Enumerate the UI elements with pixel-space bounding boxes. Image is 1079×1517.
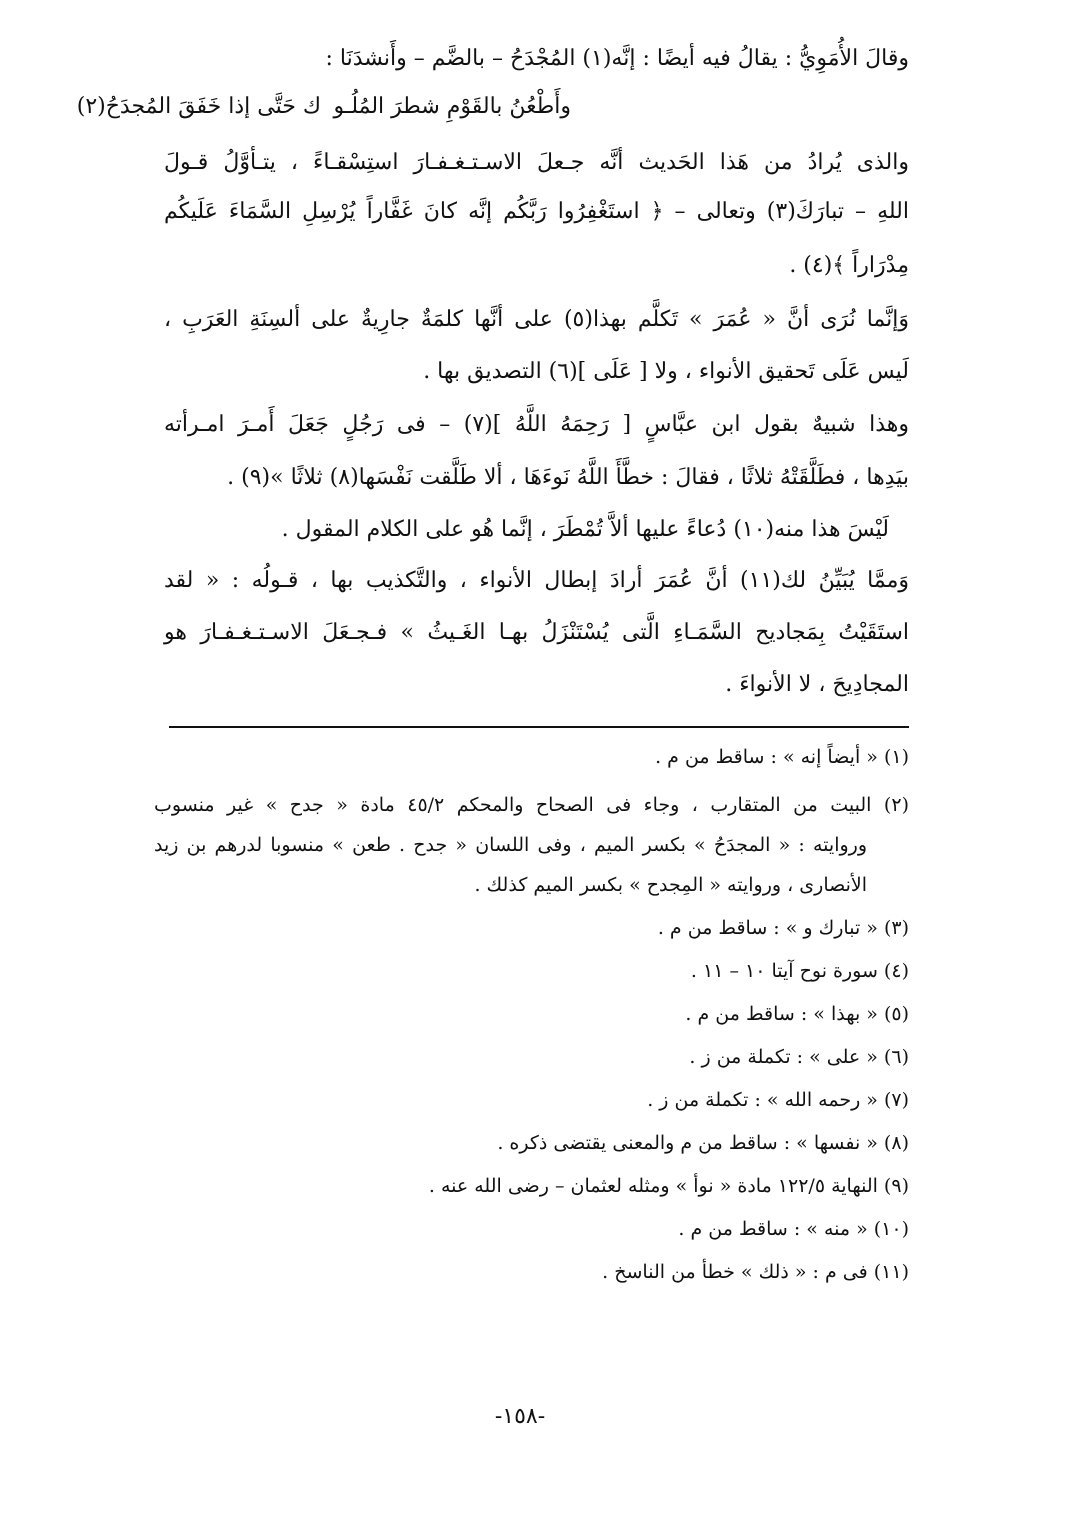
footnote-6: (٦) « على » : تكملة من ز .	[689, 1046, 909, 1068]
footnote-2-continuation: الأنصارى ، وروايته « المِجدح » بكسر الميم كذلك .	[474, 874, 867, 896]
footnote-11: (١١) فى م : « ذلك » خطأ من الناسخ .	[602, 1261, 909, 1283]
footnote-divider	[169, 726, 909, 728]
text-line: والذى يُرادُ من هَذا الحَديث أنَّه جـعلَ الاسـتـغـفـارَ استِسْقـاءً ، يتـأوَّلُ قـولَ	[164, 150, 909, 175]
footnote-4: (٤) سورة نوح آيتا ١٠ – ١١ .	[690, 960, 909, 982]
footnote-2-continuation: وروايته : « المجدَحُ » بكسر الميم ، وفى اللسان « جدح . طعن » منسوبا لدرهم بن زيد	[154, 834, 867, 856]
footnote-8: (٨) « نفسها » : ساقط من م والمعنى يقتضى ذكره .	[497, 1132, 909, 1154]
footnote-2: (٢) البيت من المتقارب ، وجاء فى الصحاح والمحكم ٤٥/٢ مادة « جدح » غير منسوب	[154, 794, 909, 816]
verse-first-hemistich: وأَطْعُنُ بالقَوْمِ شطرَ المُلُـو	[333, 94, 571, 119]
text-line: وهذا شبيهٌ بقول ابن عبَّاسٍ [ رَحِمَهُ اللَّهُ ](٧) – فى رَجُلٍ جَعَلَ أَمـرَ امـرأته	[164, 412, 910, 437]
text-line: بيَدِها ، فطَلَّقَتْهُ ثلاثًا ، فقالَ : خطَّأَ اللَّهُ نَوءَهَا ، ألا طَلَّقت نَفْسَها(٨) ثلاثًا »(٩) .	[227, 465, 909, 490]
text-line: اللهِ – تبارَكَ(٣) وتعالى – ﴿ استَغْفِرُوا رَبَّكُم إنَّه كانَ غَفَّاراً يُرْسِلِ السَّمَاءَ عَلَيكُم	[164, 199, 909, 224]
text-line: استَقَيْتُ بِمَجاديح السَّمَـاءِ الَّتى يُسْتَنْزَلُ بهـا الغَـيثُ » فـجـعَلَ الاسـتـغـفـارَ هو	[164, 620, 909, 645]
footnote-3: (٣) « تبارك و » : ساقط من م .	[657, 917, 909, 939]
footnote-5: (٥) « بهذا » : ساقط من م .	[685, 1003, 909, 1025]
text-line: وَإنَّما نُرَى أنَّ « عُمَرَ » تَكلَّم بهذا(٥) على أنَّها كلمَةٌ جارِيةٌ على ألسِنَةِ العَرَبِ ،	[164, 307, 909, 332]
footnote-1: (١) « أيضاً إنه » : ساقط من م .	[655, 746, 909, 768]
text-line: وقالَ الأُمَوِيُّ : يقالُ فيه أيضًا : إنَّه(١) المُجْدَحُ – بالضَّم – وأَنشدَنَا :	[325, 46, 909, 71]
page-number: -١٥٨-	[494, 1404, 546, 1429]
verse-second-hemistich: ك حَتَّى إذا خَفَقَ المُجدَحُ(٢)	[76, 94, 321, 119]
text-line: المجادِيحَ ، لا الأنواءَ .	[725, 672, 909, 697]
text-line: لَيْسَ هذا منه(١٠) دُعاءً عليها ألاَّ تُمْطَرَ ، إنَّما هُو على الكلام المقول .	[281, 517, 889, 542]
text-line: لَيس عَلَى تَحقيق الأنواء ، ولا [ عَلَى ](٦) التصديق بها .	[423, 359, 909, 384]
footnote-9: (٩) النهاية ١٢٢/٥ مادة « نوأ » ومثله لعثمان – رضى الله عنه .	[428, 1175, 909, 1197]
text-line: مِدْرَاراً ﴾(٤) .	[789, 253, 909, 278]
text-line: وَممَّا يُبَيِّنُ لك(١١) أنَّ عُمَرَ أرادَ إبطال الأنواء ، والتَّكذيب بها ، قـولُه : « لقد	[164, 568, 910, 593]
footnote-10: (١٠) « منه » : ساقط من م .	[678, 1218, 909, 1240]
footnote-7: (٧) « رحمه الله » : تكملة من ز .	[647, 1089, 909, 1111]
